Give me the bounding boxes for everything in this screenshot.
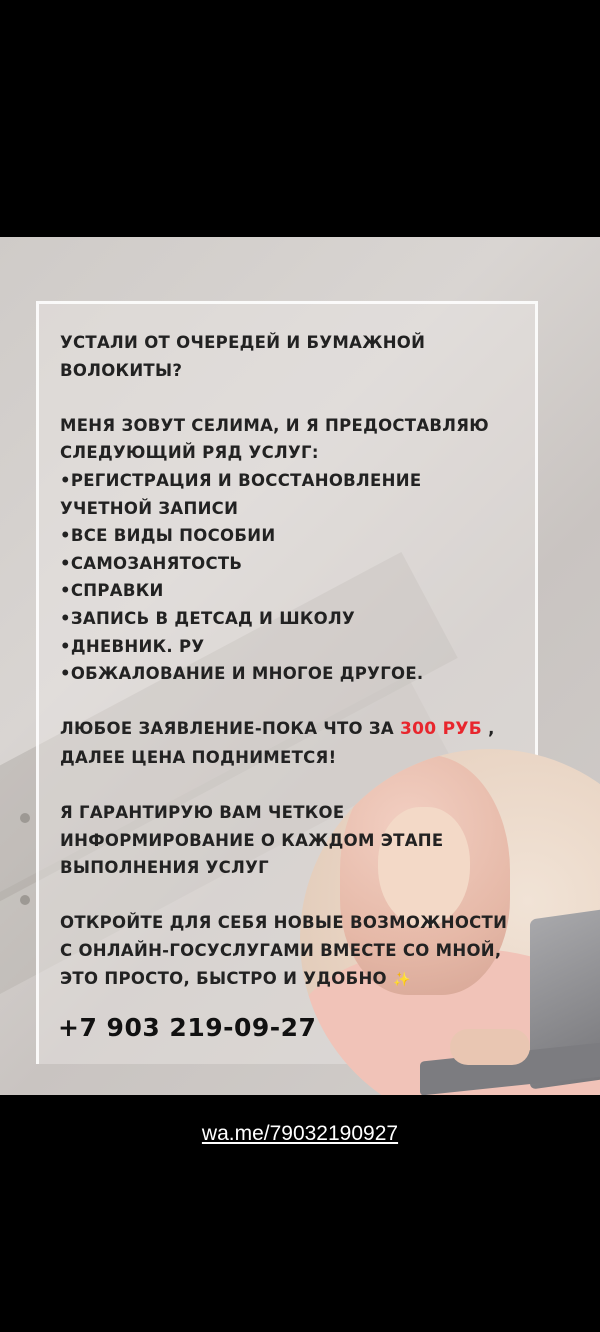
story-image [0,237,600,1095]
heading-line: ВОЛОКИТЫ? [60,360,183,380]
guarantee-line: Я ГАРАНТИРУЮ ВАМ ЧЕТКОЕ [60,803,345,823]
intro-line: МЕНЯ ЗОВУТ СЕЛИМА, И Я ПРЕДОСТАВЛЯЮ [60,415,489,435]
intro-line: СЛЕДУЮЩИЙ РЯД УСЛУГ: [60,443,319,463]
phone-number: +7 903 219-09-27 [58,1013,317,1042]
offer-suffix: , [482,719,495,739]
service-item: •ВСЕ ВИДЫ ПОСОБИИ [60,526,276,546]
guarantee-line: ИНФОРМИРОВАНИЕ О КАЖДОМ ЭТАПЕ [60,830,444,850]
service-item: •ЗАПИСЬ В ДЕТСАД И ШКОЛУ [60,608,356,628]
offer-prefix: ЛЮБОЕ ЗАЯВЛЕНИЕ-ПОКА ЧТО ЗА [60,719,394,739]
guarantee-line: ВЫПОЛНЕНИЯ УСЛУГ [60,858,269,878]
offer-price: 300 РУБ [400,719,483,740]
service-item: •СПРАВКИ [60,581,164,601]
sparkle-icon: ✨ [392,971,411,988]
service-item: УЧЕТНОЙ ЗАПИСИ [60,498,239,518]
service-item: •ДНЕВНИК. РУ [60,636,205,656]
decor-dot [20,813,30,823]
service-item: •ОБЖАЛОВАНИЕ И МНОГОЕ ДРУГОЕ. [60,664,424,684]
post-text [60,329,550,994]
offer-line [60,715,550,744]
offer-line-2: ДАЛЕЕ ЦЕНА ПОДНИМЕТСЯ! [60,747,337,767]
service-item: •САМОЗАНЯТОСТЬ [60,553,243,573]
closing-text: ЭТО ПРОСТО, БЫСТРО И УДОБНО [60,968,387,988]
decor-dot [20,895,30,905]
heading-line: УСТАЛИ ОТ ОЧЕРЕДЕЙ И БУМАЖНОЙ [60,333,426,352]
closing-line: С ОНЛАЙН-ГОСУСЛУГАМИ ВМЕСТЕ СО МНОЙ, [60,941,502,961]
closing-line: ОТКРОЙТЕ ДЛЯ СЕБЯ НОВЫЕ ВОЗМОЖНОСТИ [60,913,508,933]
service-item: •РЕГИСТРАЦИЯ И ВОССТАНОВЛЕНИЕ [60,470,422,490]
closing-line [60,965,550,995]
photo-hand [450,1029,530,1065]
whatsapp-link[interactable]: wa.me/79032190927 [201,1122,399,1145]
